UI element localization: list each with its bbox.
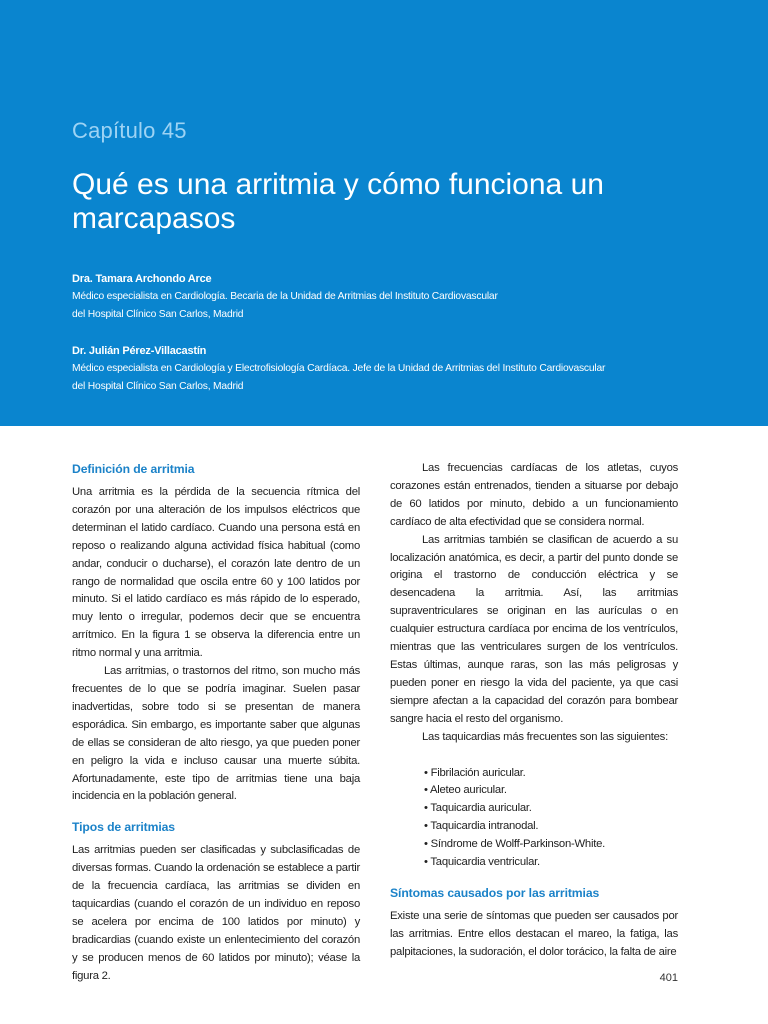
- paragraph: Las arritmias pueden ser clasificadas y subclasificadas de diversas formas. Cuando la ordenación se establece a partir de la frecuencia cardíaca, las arritmias se dividen en taquicardias (cuando el corazón de un individuo en reposo se acelera por encima de 100 latidos por minuto) y bradicardias (cuando existe un enlentecimiento del corazón y se producen menos de 60 latidos por minuto); véase la figura 2.: [72, 844, 360, 982]
- paragraph: Una arritmia es la pérdida de la secuencia rítmica del corazón por una alteración de los impulsos eléctricos que determinan el latido cardíaco. Cuando una persona está en reposo o realizando alguna actividad física habitual (como andar, conducir o ducharse), el corazón late dentro de un rango de normalidad que oscila entre 60 y 100 latidos por minuto. Si el latido cardíaco es más rápido de lo esperado, muy lento o irregular, podemos decir que se encuentra arrítmico. En la figura 1 se observa la diferencia entre un ritmo normal y una arritmia.: [72, 486, 360, 660]
- author-name: Dr. Julián Pérez-Villacastín: [72, 345, 207, 357]
- page-number: 401: [659, 972, 678, 984]
- list-item: • Taquicardia intranodal.: [424, 820, 539, 833]
- right-column: [390, 460, 678, 962]
- author-block-1: [72, 270, 712, 324]
- paragraph: Las arritmias también se clasifican de acuerdo a su localización anatómica, es decir, a partir del punto donde se origina el trastorno de conducción eléctrica y se desencadena la arritmia. Así, las arritmias supraventriculares se originan en las aurículas o en cualquier estructura cardíaca por encima de los ventrículos, mientras que las ventriculares surgen de los ventrículos. Estas últimas, aunque raras, son las más peligrosas y pueden poner en riesgo la vida del paciente, ya que casi siempre afectan a la capacidad del corazón para bombear sangre hacia el resto del organismo.: [390, 533, 678, 725]
- list-item: • Fibrilación auricular.: [424, 766, 526, 779]
- paragraph: Las taquicardias más frecuentes son las siguientes:: [422, 730, 668, 743]
- list-item: • Síndrome de Wolff-Parkinson-White.: [424, 838, 606, 851]
- author-affiliation: Médico especialista en Cardiología. Becaria de la Unidad de Arritmias del Instituto Cardiovascular del Hospital Clínico San Carlos, Madrid: [72, 291, 498, 320]
- list-item: • Taquicardia auricular.: [424, 802, 532, 815]
- chapter-number: Capítulo 45: [72, 118, 187, 143]
- paragraph: Las frecuencias cardíacas de los atletas, cuyos corazones están entrenados, tienden a situarse por debajo de 60 latidos por minuto, debido a un funcionamiento cardíaco de alta efectividad que se considera normal.: [390, 462, 678, 528]
- left-column: [72, 460, 360, 986]
- section-heading-sintomas: Síntomas causados por las arritmias: [390, 885, 600, 900]
- author-affiliation: Médico especialista en Cardiología y Electrofisiología Cardíaca. Jefe de la Unidad de Arritmias del Instituto Cardiovascular del Hospital Clínico San Carlos, Madrid: [72, 363, 606, 392]
- chapter-title: Qué es una arritmia y cómo funciona un marcapasos: [72, 168, 604, 235]
- author-name: Dra. Tamara Archondo Arce: [72, 273, 212, 285]
- chapter-header-banner: [0, 0, 768, 426]
- list-item: • Taquicardia ventricular.: [424, 856, 540, 869]
- section-heading-definicion: Definición de arritmia: [72, 462, 195, 476]
- tachycardia-list: [390, 765, 678, 872]
- list-item: • Aleteo auricular.: [424, 784, 507, 797]
- paragraph: Las arritmias, o trastornos del ritmo, son mucho más frecuentes de lo que se podría imaginar. Suelen pasar inadvertidas, sobre todo si se presentan de manera esporádica. Sin embargo, es importante saber que algunas de ellas se consideran de alto riesgo, ya que pueden poner en peligro la vida e incluso causar una muerte súbita. Afortunadamente, este tipo de arritmias tiene una baja incidencia en la población general.: [72, 665, 360, 803]
- paragraph: Existe una serie de síntomas que pueden ser causados por las arritmias. Entre ellos destacan el mareo, la fatiga, las palpitaciones, la sudoración, el dolor torácico, la falta de aire: [390, 909, 678, 958]
- section-heading-tipos: Tipos de arritmias: [72, 820, 175, 835]
- author-block-2: [72, 342, 712, 396]
